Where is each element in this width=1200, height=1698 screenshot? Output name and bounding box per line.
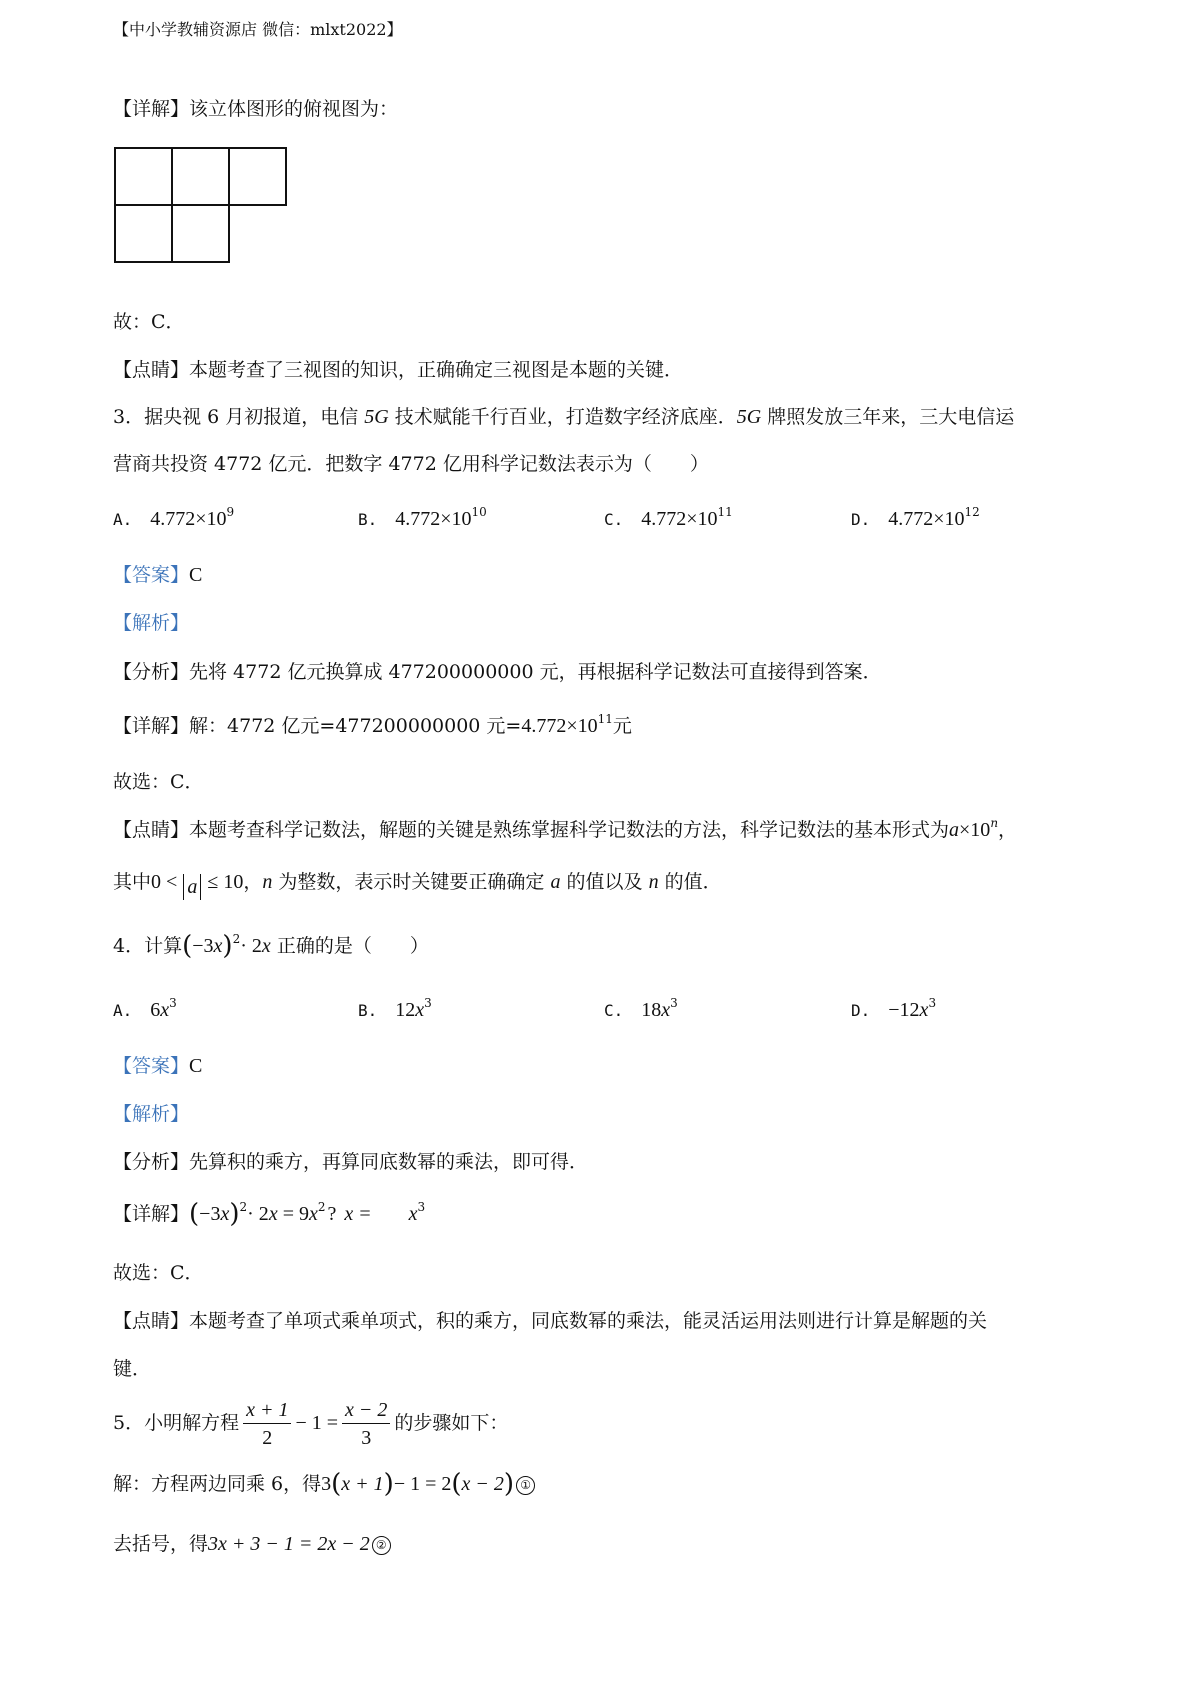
option-exponent: 3	[169, 996, 177, 1010]
option-label: A.	[113, 510, 133, 529]
comment-text: 为整数，表示时关键要正确确定	[272, 871, 551, 893]
option-label: B.	[358, 1001, 378, 1020]
step-math: − 1 = 2	[393, 1473, 452, 1495]
math-x: x	[344, 1203, 354, 1225]
top-view-grid-figure	[113, 146, 293, 264]
q4-comment-line1	[113, 1309, 987, 1333]
answer-value: C	[189, 1055, 203, 1077]
grid-cell-3	[229, 148, 286, 205]
option-base: 10	[206, 508, 227, 530]
q3-comment-line1	[113, 818, 1017, 842]
step-text: 解：方程两边同乘 6，得	[113, 1473, 322, 1495]
stem-text: 5．小明解方程	[113, 1412, 240, 1434]
frac-denominator: 2	[262, 1427, 273, 1449]
option-mantissa: 4.772	[641, 508, 687, 530]
q3-fenxi	[113, 660, 882, 684]
q5-step2	[113, 1532, 391, 1556]
q2-detail	[113, 97, 398, 121]
times-sign: ×	[195, 508, 207, 530]
q4-option-b[interactable]	[358, 998, 432, 1023]
detail-mid: · 2	[247, 1203, 269, 1225]
option-var: x	[661, 999, 671, 1021]
option-base: 10	[944, 508, 965, 530]
math-x: x	[308, 1203, 318, 1225]
stem-text: 3．据央视 6 月初报道，电信	[113, 406, 365, 428]
fenxi-label: 【分析】	[113, 1151, 190, 1173]
q4-comment-line2: 键．	[113, 1358, 152, 1380]
detail-unknown-glyph: ?	[327, 1203, 337, 1225]
comment-label: 【点睛】	[113, 819, 190, 841]
option-exponent: 3	[670, 996, 678, 1010]
detail-exponent: 3	[417, 1200, 426, 1214]
detail-eq: = 9	[277, 1203, 309, 1225]
option-coef: 6	[150, 999, 161, 1021]
comment-label: 【点睛】	[113, 1310, 190, 1332]
fenxi-label: 【分析】	[113, 661, 190, 683]
step-math: 3	[321, 1473, 332, 1495]
option-base: 10	[451, 508, 472, 530]
option-coef: 18	[641, 999, 662, 1021]
q4-answer	[113, 1054, 202, 1078]
option-var: x	[919, 999, 929, 1021]
comment-text: ，	[243, 871, 263, 893]
math-x: x	[261, 935, 271, 957]
q3-detail	[113, 714, 632, 738]
abs-a: a	[187, 876, 198, 898]
option-coef: 12	[395, 999, 416, 1021]
option-label: C.	[604, 1001, 624, 1020]
stem-dot-two: · 2	[240, 935, 262, 957]
step-text: 去括号，得	[113, 1533, 209, 1555]
fenxi-text: 先算积的乘方，再算同底数幂的乘法，即可得．	[189, 1151, 589, 1173]
option-exponent: 11	[717, 505, 733, 519]
comment-text: 本题考查了三视图的知识，正确确定三视图是本题的关键．	[189, 359, 684, 381]
times-sign: ×	[933, 508, 945, 530]
math-a: a	[550, 871, 561, 893]
stem-text: 技术赋能千行百业，打造数字经济底座．	[388, 406, 737, 428]
detail-unit: 元	[612, 715, 632, 737]
grid-cell-2	[172, 148, 229, 205]
q3-option-c[interactable]	[604, 507, 733, 532]
answer-value: C	[189, 564, 203, 586]
q4-stem: 4．计算$(-3x)^2\cdot 2x$ 正确的是（ ）	[113, 931, 429, 961]
detail-exponent: 11	[597, 712, 613, 726]
detail-text: 该立体图形的俯视图为：	[189, 98, 399, 120]
q4-analysis-label: 【解析】	[113, 1103, 190, 1125]
detail-label: 【详解】	[113, 1203, 190, 1225]
q3-option-d[interactable]	[851, 507, 980, 532]
math-times-ten: ×10	[959, 819, 991, 841]
minus-one-eq: − 1 =	[295, 1412, 339, 1434]
math-x: x	[213, 935, 223, 957]
detail-label: 【详解】	[113, 715, 190, 737]
grid-cell-4	[115, 205, 172, 262]
step-marker: ①	[516, 1476, 535, 1495]
q5-stem	[113, 1396, 508, 1450]
q3-conclusion: 故选：C．	[113, 771, 204, 793]
answer-label: 【答案】	[113, 564, 190, 586]
step-math: x + 1	[341, 1473, 384, 1495]
option-exponent: 3	[424, 996, 432, 1010]
answer-label: 【答案】	[113, 1055, 190, 1077]
frac-numerator: x + 1	[246, 1399, 289, 1421]
q2-conclusion: 故：C．	[113, 311, 185, 333]
stem-text: 牌照发放三年来，三大电信运	[761, 406, 1015, 428]
option-base: 10	[697, 508, 718, 530]
option-exponent: 9	[226, 505, 235, 519]
detail-label: 【详解】	[113, 98, 190, 120]
option-exponent: 12	[964, 505, 980, 519]
math-a: a	[949, 819, 960, 841]
stem-text: 的步骤如下：	[394, 1412, 509, 1434]
comment-text: 的值以及	[560, 871, 649, 893]
q2-comment	[113, 358, 683, 382]
q4-option-a[interactable]	[113, 998, 177, 1023]
comment-text: 本题考查科学记数法，解题的关键是熟练掌握科学记数法的方法，科学记数法的基本形式为	[189, 819, 950, 841]
math-n: n	[990, 816, 999, 830]
option-exponent: 3	[928, 996, 937, 1010]
times-sign: ×	[686, 508, 698, 530]
q4-option-c[interactable]	[604, 998, 678, 1023]
times-sign: ×	[440, 508, 452, 530]
q4-conclusion: 故选：C．	[113, 1262, 204, 1284]
ineq-right: ≤ 10	[207, 871, 244, 893]
comment-label: 【点睛】	[113, 359, 190, 381]
stem-base: −3	[192, 935, 214, 957]
comment-end: ，	[998, 819, 1018, 841]
option-label: B.	[358, 510, 378, 529]
q3-option-b[interactable]	[358, 507, 487, 532]
ineq-left: 0 <	[151, 871, 178, 893]
stem-5g: 5G	[736, 406, 762, 428]
math-x: x	[408, 1203, 418, 1225]
step-marker: ②	[372, 1536, 391, 1555]
detail-base: −3	[199, 1203, 221, 1225]
step-math: 3x + 3 − 1 = 2x − 2	[208, 1533, 370, 1555]
frac-numerator: x − 2	[345, 1399, 388, 1421]
detail-math: 4.772×10	[521, 715, 598, 737]
q4-detail: 【详解】$(-3x)^2\cdot 2x = 9x^2$ ? $x = x^3$	[113, 1199, 426, 1229]
fraction-1	[243, 1399, 291, 1449]
q3-stem-line2: 营商共投资 4772 亿元．把数字 4772 亿用科学记数法表示为（ ）	[113, 453, 709, 475]
stem-text: 正确的是（ ）	[270, 935, 429, 957]
q4-option-d[interactable]	[851, 998, 936, 1023]
stem-text: 4．计算	[113, 935, 183, 957]
option-label: D.	[851, 510, 871, 529]
stem-exponent: 2	[232, 932, 241, 946]
option-var: x	[415, 999, 425, 1021]
q3-option-a[interactable]	[113, 507, 234, 532]
option-mantissa: 4.772	[150, 508, 196, 530]
detail-text: 解：4772 亿元=477200000000 元=	[189, 715, 522, 737]
q3-stem-line1	[113, 405, 1014, 429]
math-x: x	[220, 1203, 230, 1225]
option-coef: −12	[888, 999, 920, 1021]
option-mantissa: 4.772	[395, 508, 441, 530]
q3-comment-line2	[113, 870, 722, 900]
option-label: C.	[604, 510, 624, 529]
header-watermark: 【中小学教辅资源店 微信：mlxt2022】	[113, 20, 403, 39]
comment-text: 本题考查了单项式乘单项式，积的乘方，同底数幂的乘法，能灵活运用法则进行计算是解题的关	[189, 1310, 988, 1332]
q4-fenxi	[113, 1150, 588, 1174]
comment-text: 其中	[113, 871, 152, 893]
fraction-2	[342, 1399, 390, 1449]
detail-exponent: 2	[317, 1200, 326, 1214]
grid-cell-1	[115, 148, 172, 205]
q5-step1: 解：方程两边同乘 6，得3(x + 1)− 1 = 2(x − 2) ①	[113, 1472, 535, 1496]
detail-eq: =	[359, 1203, 371, 1225]
detail-exponent: 2	[239, 1200, 248, 1214]
option-var: x	[160, 999, 170, 1021]
stem-5g: 5G	[364, 406, 389, 428]
step-math: x − 2	[461, 1473, 504, 1495]
math-n: n	[262, 871, 273, 893]
q3-answer	[113, 563, 202, 587]
math-x: x	[268, 1203, 278, 1225]
option-exponent: 10	[471, 505, 487, 519]
comment-text: 的值．	[658, 871, 722, 893]
q3-analysis-label: 【解析】	[113, 612, 190, 634]
option-mantissa: 4.772	[888, 508, 934, 530]
option-label: A.	[113, 1001, 133, 1020]
option-label: D.	[851, 1001, 871, 1020]
frac-denominator: 3	[361, 1427, 372, 1449]
grid-cell-5	[172, 205, 229, 262]
math-n: n	[648, 871, 659, 893]
fenxi-text: 先将 4772 亿元换算成 477200000000 元，再根据科学记数法可直接得到答案．	[189, 661, 882, 683]
